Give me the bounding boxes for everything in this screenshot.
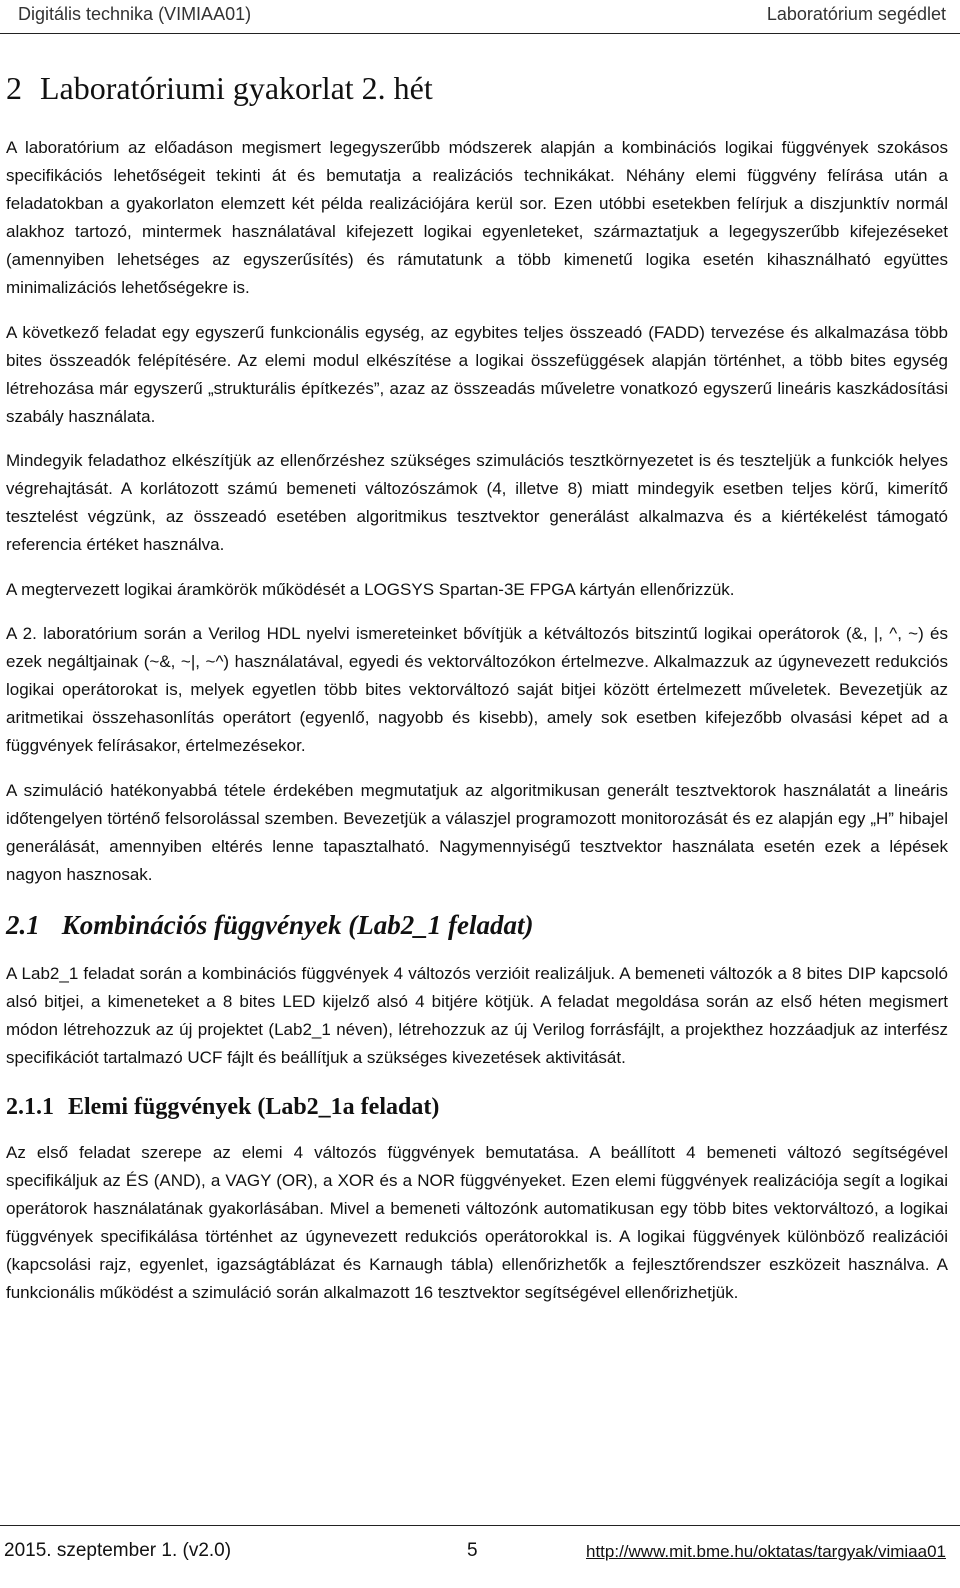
intro-paragraph-5: A 2. laboratórium során a Verilog HDL nyelvi ismereteinket bővítjük a kétváltozós bitszintű logikai operátorok (&, |, ^, ~) és ezek negáltjainak (~&, ~|, ~^) használatával, egyedi és vektorváltozókon értelmezve. Alkalmazzuk az úgynevezett redukciós logikai operátorokat is, melyek egyetlen több bites vektorváltozó saját bitjei között értelmezett műveletek. Bevezetjük az aritmetikai összehasonlítás operátort (egyenlő, nagyobb és kisebb), amely sok esetben kifejezőbb olvasási képet ad a függvények felírásakor, értelmezésekor.	[6, 624, 948, 755]
intro-paragraph-2: A következő feladat egy egyszerű funkcionális egység, az egybites teljes összeadó (FADD) tervezése és alkalmazása több bites összeadók felépítésére. Az elemi modul elkészítése a logikai összefüggések alapján történhet, a több bites egység létrehozása már egyszerű „strukturális építkezés”, azaz az összeadás műveletre vonatkozó egyszerű lineáris kaszkádosítási szabály használata.	[6, 322, 948, 426]
page-content	[6, 62, 948, 1323]
subsection-number: 2.1.1	[6, 1093, 54, 1120]
chapter-number: 2	[6, 70, 22, 106]
chapter-title: Laboratóriumi gyakorlat 2. hét	[40, 70, 433, 106]
subsection-paragraph: Az első feladat szerepe az elemi 4 változós függvények bemutatása. A beállított 4 bemeneti változó segítségével specifikáljuk az ÉS (AND), a VAGY (OR), a XOR és a NOR függvényeket. Ezen elemi függvények realizációja segít a logikai operátorok használatának gyakorlásában. Mivel a bemeneti változónk automatikusan egy több bites vektorváltozó, a logikai függvények specifikálása történhet az úgynevezett redukciós operátorokkal is. A logikai függvények különböző realizációi (kapcsolási rajz, egyenlet, igazságtáblázat és Karnaugh tábla) ellenőrizhetők a fejlesztőrendszer eszközeit használva. A funkcionális működést a szimuláció során alkalmazott 16 tesztvektor segítségével ellenőrizhetjük.	[6, 1142, 948, 1302]
intro-paragraph-3: Mindegyik feladathoz elkészítjük az ellenőrzéshez szükséges szimulációs tesztkörnyezetet is és teszteljük a funkciók helyes végrehajtását. A korlátozott számú bemeneti változószámok (4, illetve 8) miatt mindegyik esetben teljes körű, kimerítő tesztelést végzünk, az összeadó esetében algoritmikus tesztvektor generálást alkalmazva és a kiértékelést támogató referencia értéket használva.	[6, 451, 948, 554]
footer-date: 2015. szeptember 1. (v2.0)	[4, 1540, 232, 1561]
intro-paragraph-4: A megtervezett logikai áramkörök működését a LOGSYS Spartan-3E FPGA kártyán ellenőrizzük.	[6, 579, 735, 599]
header-doc-type: Laboratórium segédlet	[766, 4, 946, 24]
page-footer	[0, 1525, 960, 1588]
intro-paragraph-1: A laboratórium az előadáson megismert legegyszerűbb módszerek alapján a kombinációs logikai függvények szokásos specifikációs lehetőségeit tekinti át és bemutatja a realizációs technikákat. Néhány elemi függvény felírása után a feladatokban a gyakorlaton elemzett két példa realizációjára kerül sor. Ezen utóbbi esetekben felírjuk a diszjunktív normál alakhoz tartozó, mintermek használatával kifejezett logikai egyenleteket, származtatjuk a legegyszerűbb kifejezéseket (amennyiben lehetséges az egyszerűsítés) és rámutatunk a több kimenetű logika esetén kihasználható együttes minimalizációs lehetőségekre is.	[6, 138, 948, 297]
section-title: Kombinációs függvények (Lab2_1 feladat)	[61, 910, 534, 940]
header-course-title: Digitális technika (VIMIAA01)	[18, 4, 252, 24]
page-number: 5	[467, 1540, 478, 1561]
subsection-title: Elemi függvények (Lab2_1a feladat)	[68, 1093, 440, 1120]
chapter-heading	[6, 62, 948, 114]
course-url-link[interactable]: http://www.mit.bme.hu/oktatas/targyak/vimiaa01	[586, 1542, 946, 1561]
subsection-heading	[6, 1089, 948, 1125]
section-heading	[6, 905, 948, 945]
intro-paragraph-6: A szimuláció hatékonyabbá tétele érdekében megmutatjuk az algoritmikusan generált tesztvektorok használatát a lineáris időtengelyen történő felsorolással szemben. Bevezetjük a válaszjel programozott monitorozását és ez alapján egy „H” hibajel generálását, amennyiben eltérés lenne tapasztalható. Nagymennyiségű tesztvektor használata esetén ezek a lépések nagyon hasznosak.	[6, 780, 948, 884]
section-paragraph: A Lab2_1 feladat során a kombinációs függvények 4 változós verzióit realizáljuk. A bemeneti változók a 8 bites DIP kapcsoló alsó bitjei, a kimeneteket a 8 bites LED kijelző alsó 4 bitjére kötjük. A feladat megoldása során az első héten megismert módon létrehozzuk az új projektet (Lab2_1 néven), létrehozzuk az új Verilog forrásfájlt, a projekthez hozzáadjuk az interfész specifikációt tartalmazó UCF fájlt és beállítjuk a szükséges kivezetések aktivitását.	[6, 964, 948, 1067]
page-header	[0, 0, 960, 34]
section-number: 2.1	[6, 910, 40, 940]
